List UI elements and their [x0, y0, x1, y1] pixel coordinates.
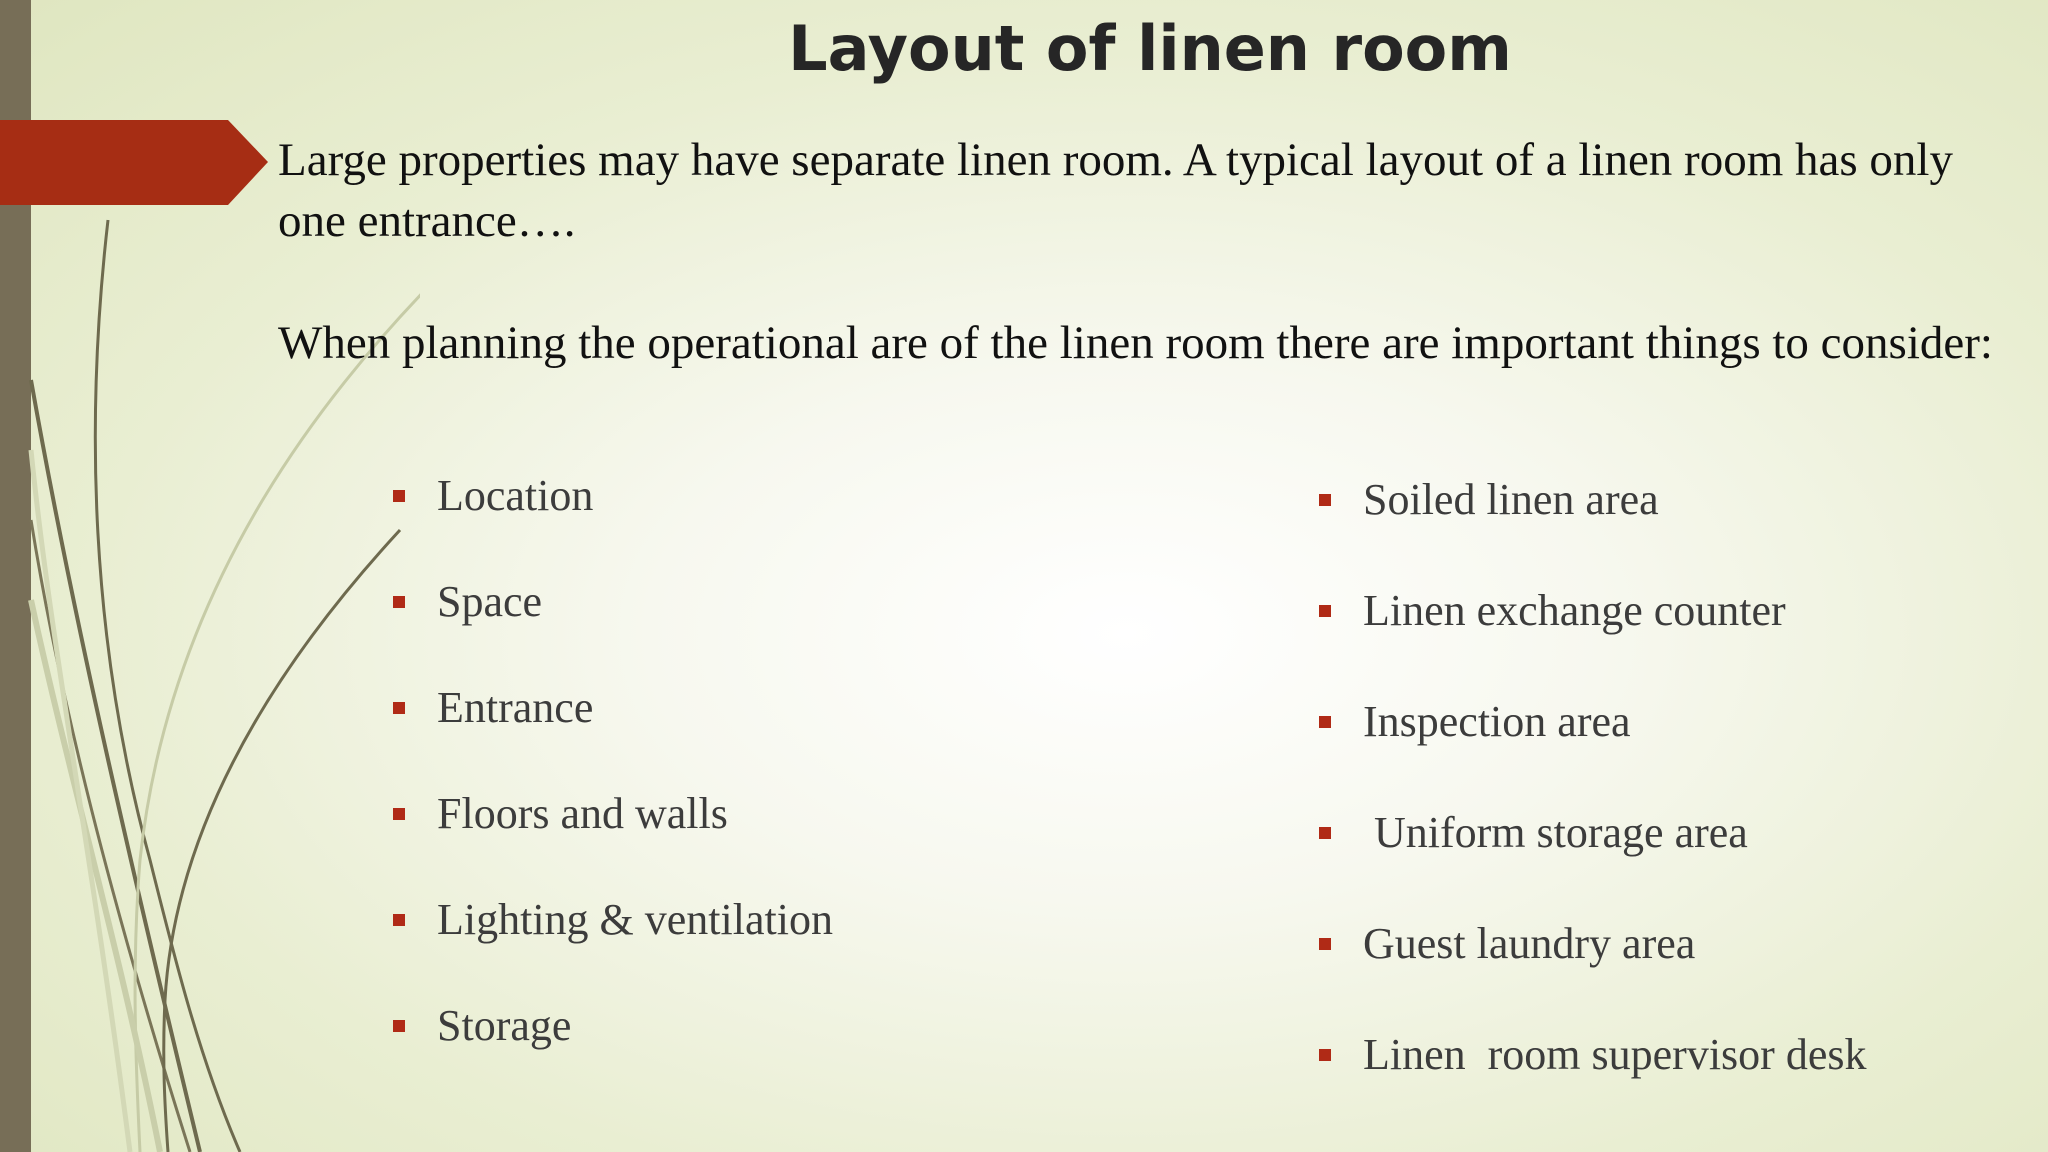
square-bullet-icon — [1319, 716, 1331, 728]
list-item-label: Linen exchange counter — [1363, 586, 1786, 635]
arrow-pentagon-icon — [0, 120, 270, 205]
left-bullet-list — [393, 466, 953, 1066]
list-item-label: Space — [437, 577, 543, 626]
list-item-label: Entrance — [437, 683, 594, 732]
square-bullet-icon — [1319, 1049, 1331, 1061]
right-bullet-list — [1319, 470, 1979, 1090]
list-item-label: Linen room supervisor desk — [1363, 1030, 1867, 1079]
list-item-label: Storage — [437, 1001, 572, 1050]
square-bullet-icon — [393, 808, 405, 820]
square-bullet-icon — [393, 490, 405, 502]
square-bullet-icon — [393, 596, 405, 608]
square-bullet-icon — [1319, 938, 1331, 950]
list-item-label: Soiled linen area — [1363, 475, 1659, 524]
list-item-label: Guest laundry area — [1363, 919, 1696, 968]
square-bullet-icon — [393, 702, 405, 714]
list-item-label: Floors and walls — [437, 789, 728, 838]
square-bullet-icon — [393, 914, 405, 926]
square-bullet-icon — [393, 1020, 405, 1032]
square-bullet-icon — [1319, 827, 1331, 839]
intro-text — [278, 130, 1998, 374]
list-item-label: Location — [437, 471, 594, 520]
list-item-label: Inspection area — [1363, 697, 1631, 746]
slide-title: Layout of linen room — [788, 12, 1512, 85]
intro-paragraph-1: Large properties may have separate linen room. A typical layout of a linen room has only one entrance…. — [278, 134, 1953, 247]
square-bullet-icon — [1319, 494, 1331, 506]
list-item-label: Lighting & ventilation — [437, 895, 833, 944]
square-bullet-icon — [1319, 605, 1331, 617]
intro-paragraph-2: When planning the operational are of the linen room there are important things to consider: — [278, 317, 1993, 369]
list-item-label: Uniform storage area — [1363, 808, 1748, 857]
